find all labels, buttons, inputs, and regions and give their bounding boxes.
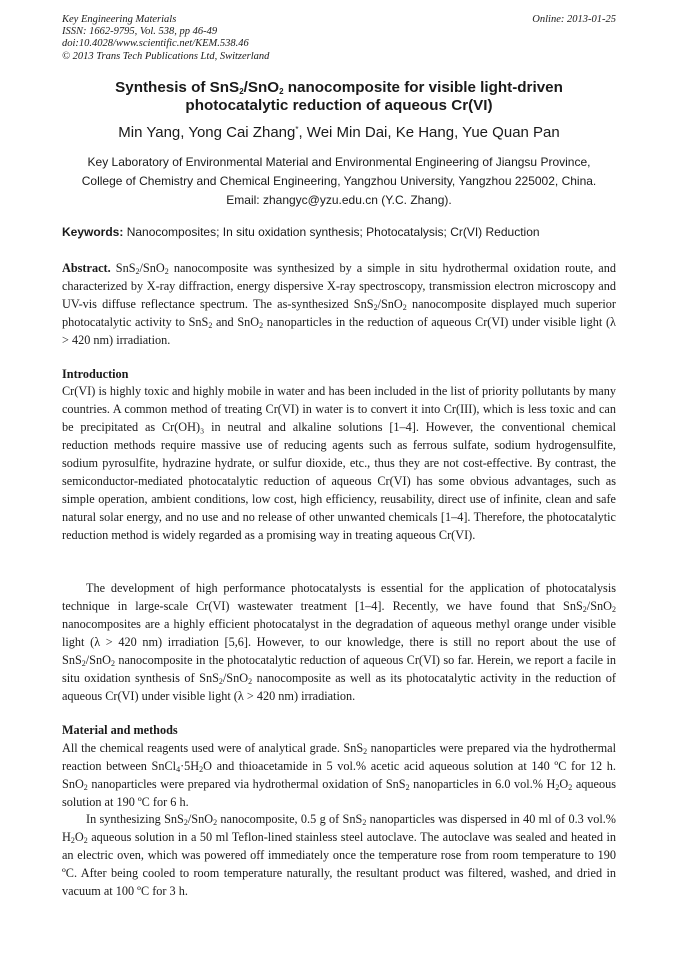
methods-paragraph-2: In synthesizing SnS$_2$/SnO$_2$ nanocomposite, 0.5 g of SnS$_2$ nanoparticles was dispersed in 40 ml of 0.3 vol.% $H_2O_2$ aqueous solution in a 50 ml Teflon-lined stainless steel autoclave. The autoclave was sealed and heated in an electric oven, which was powered off immediately once the temperature rose from room temperature to 190 ºC. After being cooled to room temperature naturally, the resultant product was filtered, washed, and dried in vacuum at 100 ºC for 3 h. bbox=[62, 812, 617, 898]
journal-header bbox=[62, 14, 616, 63]
email: Email: zhangyc@yzu.edu.cn (Y.C. Zhang). bbox=[226, 193, 452, 207]
journal-name: Key Engineering Materials bbox=[62, 14, 177, 25]
intro-heading: Introduction bbox=[62, 367, 129, 381]
keywords-label: Keywords: bbox=[62, 225, 124, 239]
corresponding-mark: * bbox=[295, 125, 299, 134]
paper-title bbox=[62, 79, 616, 115]
intro-paragraph-2: The development of high performance photocatalysts is essential for the application of photocatalysis technique in large-scale Cr(VI) wastewater treatment [1–4]. Recently, we have found that SnS$_2$/SnO$_2$ nanocomposites are a highly efficient photocatalyst in the degradation of aqueous methyl orange under visible light (λ > 420 nm) irradiation [5,6]. However, to our knowledge, there is still no report about the use of SnS$_2$/SnO$_2$ nanocomposite in the photocatalytic reduction of aqueous Cr(VI) so far. Herein, we report a facile in situ oxidation synthesis of SnS$_2$/SnO$_2$ nanocomposite as well as its photocatalytic activity in the reduction of aqueous Cr(VI) under visible light (λ > 420 nm) irradiation. bbox=[62, 581, 616, 703]
title-line-1: Synthesis of SnS$_2$/SnO$_2$ nanocomposite for visible light-driven bbox=[115, 79, 563, 96]
methods-paragraph-1: All the chemical reagents used were of analytical grade. SnS$_2$ nanoparticles were prepared via the hydrothermal reaction between $SnCl_4\cdot 5H_2O$ and thioacetamide in 5 vol.% acetic acid aqueous solution at 140 ºC for 12 h. SnO$_2$ nanoparticles were prepared via hydrothermal oxidation of SnS$_2$ nanoparticles in 6.0 vol.% $H_2O_2$ aqueous solution at 190 ºC for 6 h. bbox=[62, 741, 616, 809]
doi: doi:10.4028/www.scientific.net/KEM.538.46 bbox=[62, 38, 249, 50]
online-date: Online: 2013-01-25 bbox=[532, 14, 616, 25]
methods-heading: Material and methods bbox=[62, 723, 178, 737]
abstract: Abstract. SnS$_2$/SnO$_2$ nanocomposite was synthesized by a simple in situ hydrothermal oxidation route, and characterized by X-ray diffraction, energy dispersive X-ray spectroscopy, transmission electron microscopy and UV-vis diffuse reflectance spectrum. The as-synthesized SnS$_2$/SnO$_2$ nanocomposite displayed much superior photocatalytic activity to SnS$_2$ and SnO$_2$ nanoparticles in the reduction of aqueous Cr(VI) under visible light (λ > 420 nm) irradiation. bbox=[62, 261, 616, 347]
copyright: © 2013 Trans Tech Publications Ltd, Switzerland bbox=[62, 50, 270, 62]
affiliation: Key Laboratory of Environmental Material and Environmental Engineering of Jiangsu Province, College of Chemistry and Chemical Engineering, Yangzhou University, Yangzhou 225002, China. Email: zhangyc@yzu.edu.cn (Y.C. Zhang). bbox=[62, 153, 616, 210]
author-list: Min Yang, Yong Cai Zhang*, Wei Min Dai, Ke Hang, Yue Quan Pan bbox=[118, 124, 560, 141]
title-line-2: photocatalytic reduction of aqueous Cr(VI) bbox=[185, 97, 493, 114]
issn: ISSN: 1662-9795, Vol. 538, pp 46-49 bbox=[62, 26, 218, 38]
intro-paragraph-1: Cr(VI) is highly toxic and highly mobile in water and has been included in the list of priority pollutants by many countries. A common method of treating Cr(VI) in water is to convert it into Cr(III), which is less toxic and can be precipitated as Cr(OH)₃ in neutral and alkaline solutions [1–4]. However, the conventional chemical reduction methods require massive use of reducing agents such as ferrous sulfate, sodium hydrogensulfite, sodium pyrosulfite, hydrazine hydrate, or sulfur dioxide, etc., thus they are not cost-effective. By contrast, the semiconductor-mediated photocatalytic reduction of aqueous Cr(VI) has some obvious advantages, such as simple operation, ambient conditions, low cost, high efficiency, reusability, direct use of infinite, clean and safe natural solar energy, and no use and no release of other unwanted chemicals [1–4]. Therefore, the photocatalytic reduction method is widely regarded as a promising way in treating aqueous Cr(VI). bbox=[62, 384, 616, 542]
abstract-label: Abstract. bbox=[62, 261, 111, 275]
keywords: Keywords: Nanocomposites; In situ oxidation synthesis; Photocatalysis; Cr(VI) Reduction bbox=[62, 225, 540, 239]
